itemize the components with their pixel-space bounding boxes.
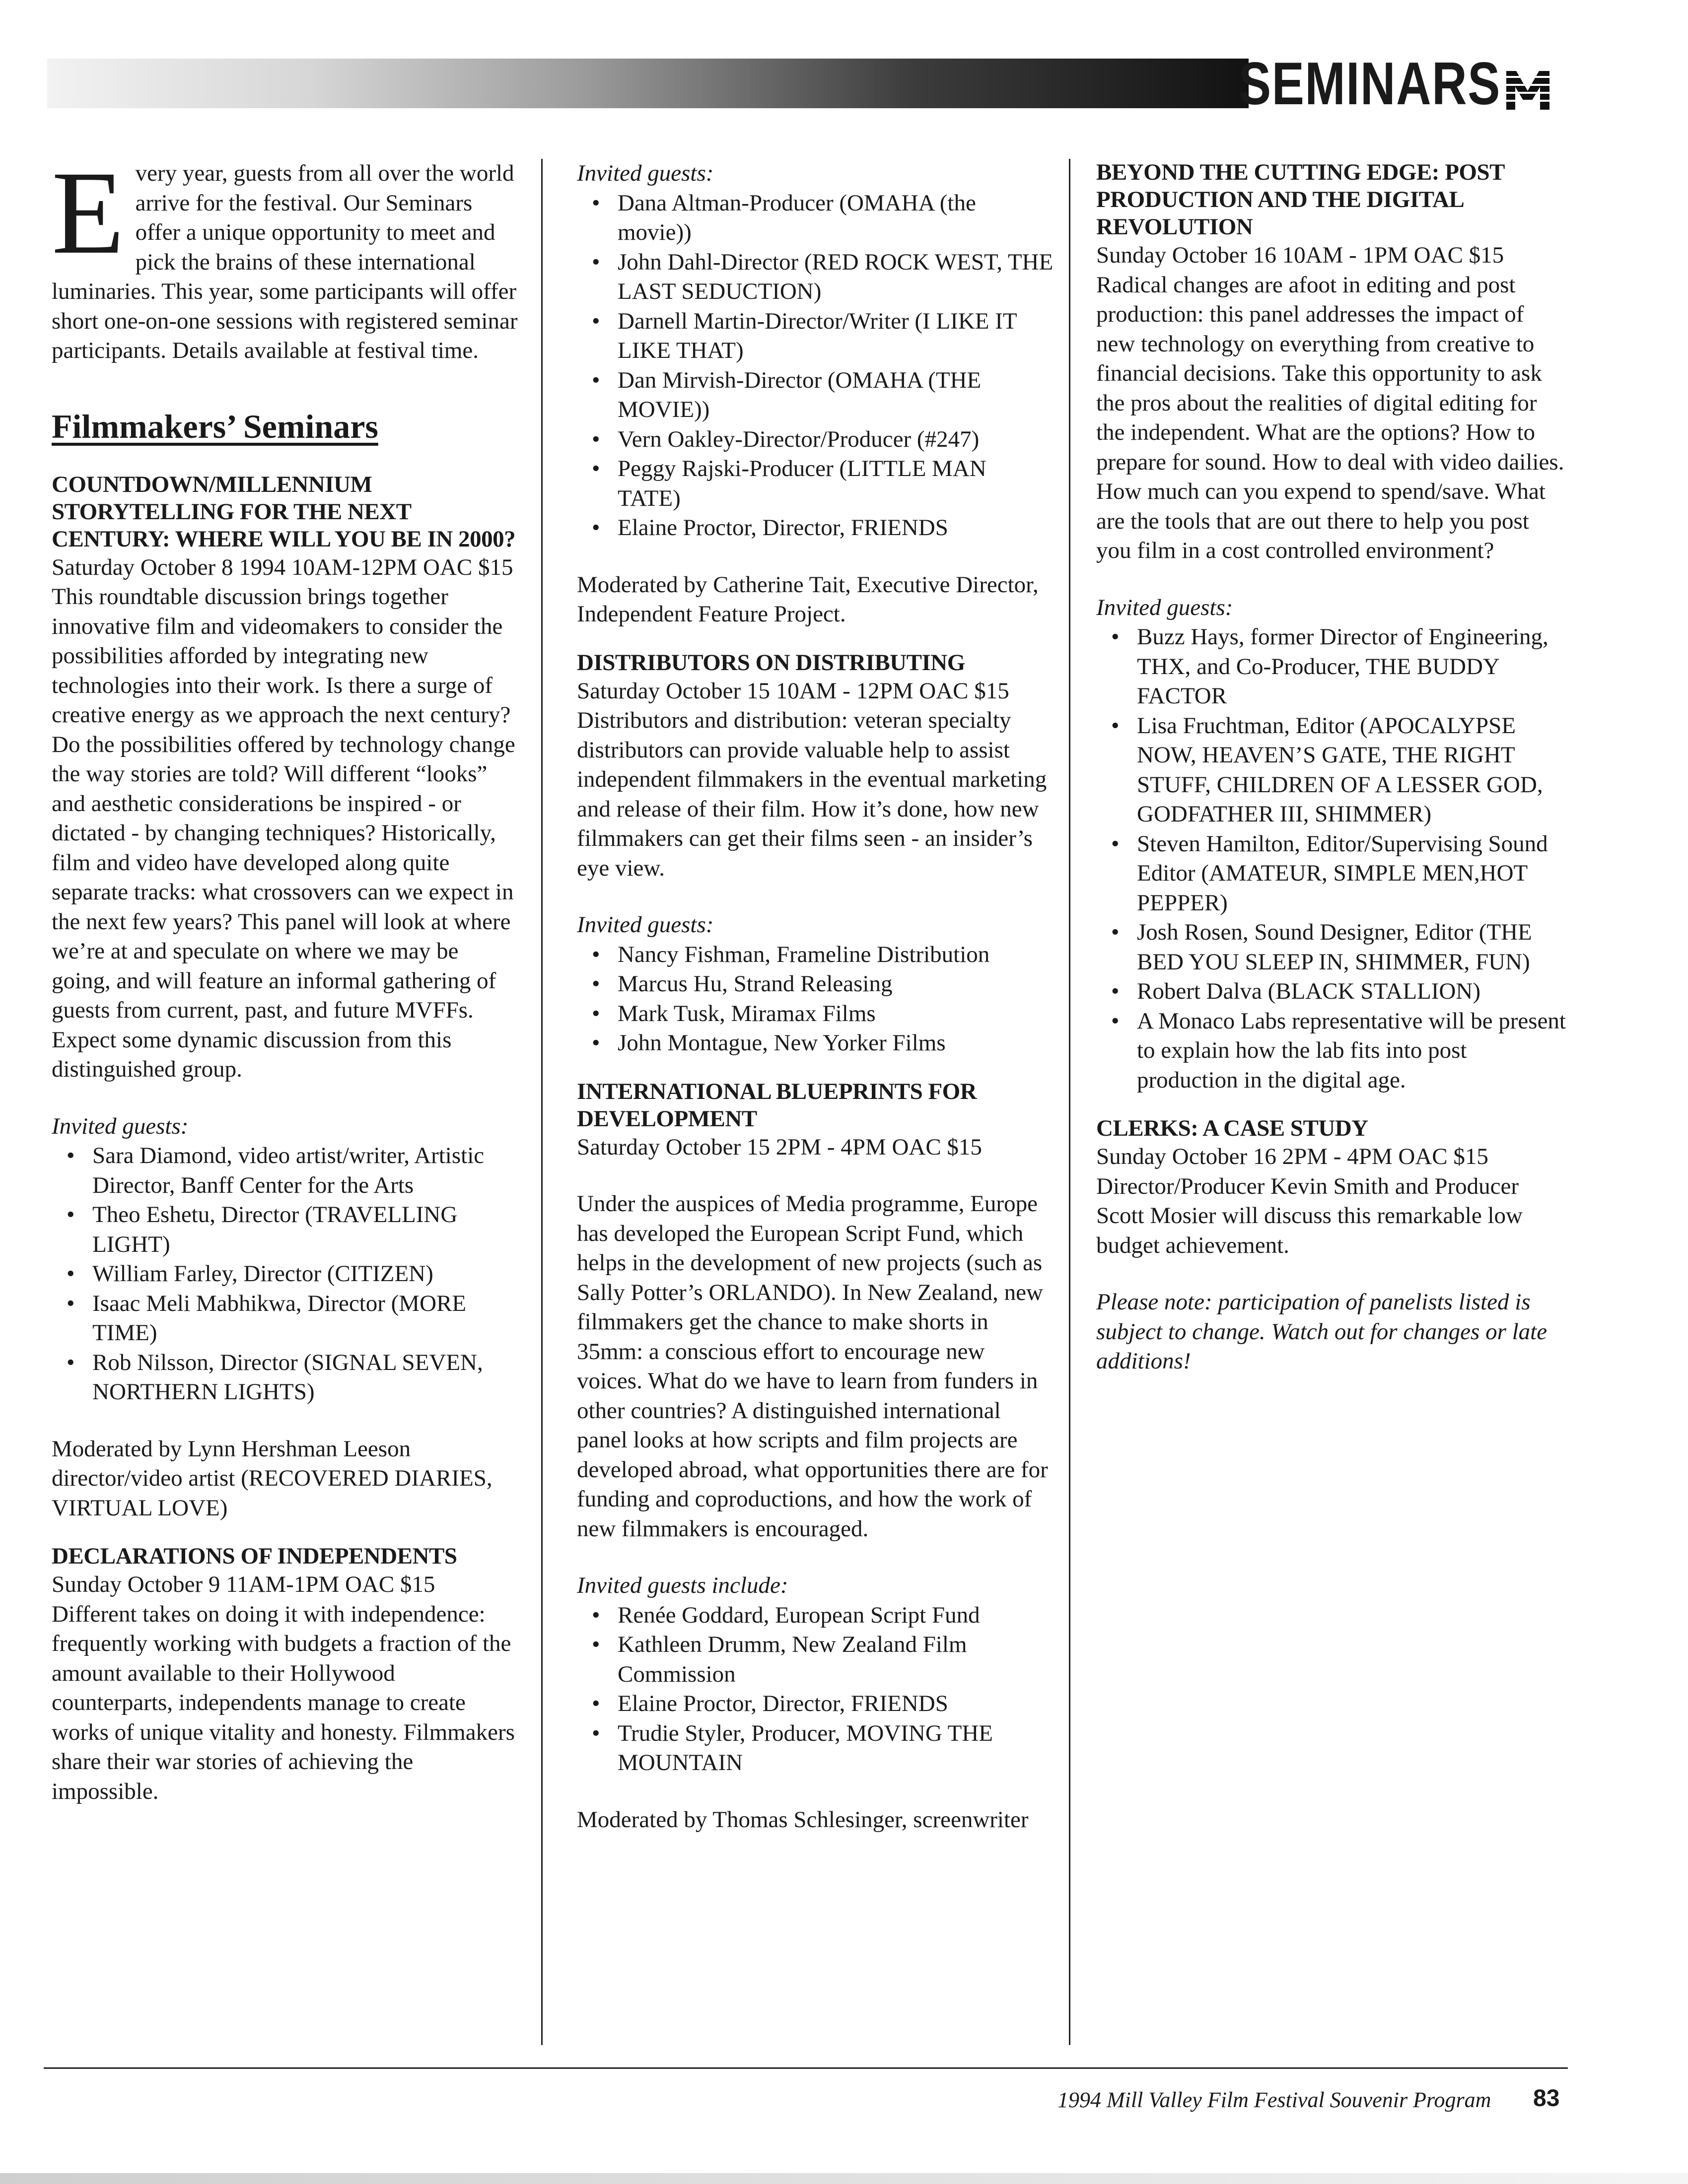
list-item: • Mark Tusk, Miramax Films [592,999,1054,1029]
list-item: • Theo Eshetu, Director (TRAVELLING LIGHT) [67,1200,518,1259]
seminar-declarations [52,1543,518,1806]
bullet-icon: • [1111,712,1120,739]
bullet-icon: • [592,426,600,452]
list-item: • William Farley, Director (CITIZEN) [67,1259,518,1289]
intro-paragraph [52,146,518,366]
list-item: • Buzz Hays, former Director of Engineering, THX, and Co-Producer, THE BUDDY FACTOR [1111,622,1568,711]
column-divider [541,159,543,2045]
bullet-icon: • [67,1290,75,1316]
seminar-countdown [52,471,518,1523]
bullet-icon: • [1111,978,1120,1004]
footer-rule [44,2067,1568,2069]
invited-guests-label: Invited guests: [1096,594,1233,620]
drop-cap: E [52,146,125,278]
bullet-icon: • [592,190,600,216]
list-item: • Kathleen Drumm, New Zealand Film Commission [592,1630,1054,1689]
list-item: • Dana Altman-Producer (OMAHA (the movie)) [592,189,1054,248]
seminar-schedule: Sunday October 16 2PM - 4PM OAC $15 [1096,1144,1488,1169]
list-item: • Josh Rosen, Sound Designer, Editor (THE BED YOU SLEEP IN, SHIMMER, FUN) [1111,918,1568,977]
list-item: • Isaac Meli Mabhikwa, Director (MORE TIME) [67,1289,518,1348]
bullet-icon: • [1111,1008,1120,1034]
seminar-title: COUNTDOWN/MILLENNIUM STORYTELLING FOR THE NEXT CENTURY: WHERE WILL YOU BE IN 2000? [52,471,516,552]
list-item: • John Dahl-Director (RED ROCK WEST, THE LAST SEDUCTION) [592,248,1054,307]
header-gradient-bar [47,59,1249,108]
list-item: • Rob Nilsson, Director (SIGNAL SEVEN, NORTHERN LIGHTS) [67,1348,518,1407]
list-item: • Robert Dalva (BLACK STALLION) [1111,977,1568,1007]
list-item: • Trudie Styler, Producer, MOVING THE MOUNTAIN [592,1719,1054,1778]
bullet-icon: • [67,1349,75,1375]
list-item: • Vern Oakley-Director/Producer (#247) [592,425,1054,455]
seminar-description: Different takes on doing it with independence: frequently working with budgets a fraction of the amount available to their Hollywood counterparts, independents manage to create works of unique vitality and honesty. Filmmakers share their war stories of achieving the impossible. [52,1601,515,1804]
bullet-icon: • [592,367,600,393]
bullet-icon: • [1111,624,1120,650]
bullet-icon: • [1111,830,1120,857]
seminar-title: INTERNATIONAL BLUEPRINTS FOR DEVELOPMENT [577,1078,977,1132]
bullet-icon: • [592,456,600,481]
invited-guests-label: Invited guests: [577,160,714,186]
invited-guests-label: Invited guests: [577,912,714,938]
seminar-blueprints [577,1078,1054,1835]
main-heading: Filmmakers’ Seminars [52,407,378,445]
guest-list [577,1601,1054,1778]
bullet-icon: • [592,1000,600,1026]
bullet-icon: • [592,941,600,967]
column-middle [577,159,1054,1835]
seminar-title: DISTRIBUTORS ON DISTRIBUTING [577,649,965,676]
scan-edge-strip [0,2173,1688,2184]
seminar-schedule: Sunday October 9 11AM-1PM OAC $15 [52,1571,435,1597]
invited-guests-label: Invited guests include: [577,1572,788,1598]
list-item: • Steven Hamilton, Editor/Supervising Sound Editor (AMATEUR, SIMPLE MEN,HOT PEPPER) [1111,829,1568,918]
list-item: • Elaine Proctor, Director, FRIENDS [592,1689,1054,1719]
seminar-description: This roundtable discussion brings together innovative film and videomakers to consider the possibilities afforded by integrating new technologies into their work. Is there a surge of creative energy as we approach the next century? Do the possibilities offered by technology change the way stories are told? Will different “looks” and aesthetic considerations be inspired - or dictated - by changing techniques? Historically, film and video have developed along quite separate tracks: what crossovers can we expect in the next few years? This panel will look at where we’re at and speculate on where we may be going, and will feature an informal gathering of guests from current, past, and future MVFFs. Expect some dynamic discussion from this distinguished group. [52,584,515,1082]
seminar-schedule: Saturday October 8 1994 10AM-12PM OAC $15 [52,554,513,580]
moderator-text: Moderated by Lynn Hershman Leeson director/video artist (RECOVERED DIARIES, VIRTUAL LOVE) [52,1435,492,1521]
seminar-description: Distributors and distribution: veteran specialty distributors can provide valuable help to assist independent filmmakers in the eventual marketing and release of their film. How it’s done, how new filmmakers can get their films seen - an insider’s eye view. [577,707,1047,881]
seminar-title: DECLARATIONS OF INDEPENDENTS [52,1543,457,1569]
seminar-schedule: Saturday October 15 2PM - 4PM OAC $15 [577,1134,982,1160]
seminar-title: CLERKS: A CASE STUDY [1096,1115,1368,1141]
seminar-description: Under the auspices of Media programme, Europe has developed the European Script Fund, which helps in the development of new projects (such as Sally Potter’s ORLANDO). In New Zealand, new filmmakers get the chance to make shorts in 35mm: a conscious effort to encourage new voices. What do we have to learn from funders in other countries? A distinguished international panel looks at how scripts and film projects are developed abroad, what opportunities there are for funding and coproductions, and how the work of new filmmakers is encouraged. [577,1191,1048,1542]
guest-list [52,1141,518,1407]
list-item: • Marcus Hu, Strand Releasing [592,969,1054,999]
intro-text: very year, guests from all over the world arrive for the festival. Our Seminars offer a unique opportunity to meet and pick the brains of these international luminaries. This year, some participants will offer short one-on-one sessions with registered seminar participants. Details available at festival time. [52,160,518,363]
list-item: • Darnell Martin-Director/Writer (I LIKE IT LIKE THAT) [592,307,1054,366]
section-title: SEMINARS [1239,50,1501,117]
panelist-note: Please note: participation of panelists listed is subject to change. Watch out for changes or late additions! [1096,1289,1547,1374]
bullet-icon: • [592,1602,600,1628]
bullet-icon: • [592,1691,600,1716]
column-right [1096,159,1568,1376]
bullet-icon: • [592,1720,600,1746]
moderator-text: Moderated by Catherine Tait, Executive Director, Independent Feature Project. [577,571,1039,627]
bullet-icon: • [592,249,600,275]
guest-list [577,940,1054,1058]
bullet-icon: • [67,1143,75,1168]
bullet-icon: • [592,515,600,541]
list-item: • Sara Diamond, video artist/writer, Artistic Director, Banff Center for the Arts [67,1141,518,1200]
list-item: • Elaine Proctor, Director, FRIENDS [592,513,1054,543]
list-item: • A Monaco Labs representative will be present to explain how the lab fits into post production in the digital age. [1111,1007,1568,1095]
seminar-schedule: Saturday October 15 10AM - 12PM OAC $15 [577,678,1009,704]
seminar-description: Director/Producer Kevin Smith and Producer Scott Mosier will discuss this remarkable low budget achievement. [1096,1173,1523,1258]
footer-publication: 1994 Mill Valley Film Festival Souvenir Program [1057,2088,1491,2112]
seminar-description: Radical changes are afoot in editing and post production: this panel addresses the impact of new technology on everything from creative to financial decisions. Take this opportunity to ask the pros about the realities of digital editing for the independent. What are the options? How to prepare for sound. How to deal with video dailies. How much can you expend to spend/save. What are the tools that are out there to help you post you film in a cost controlled environment? [1096,272,1564,563]
list-item: • Nancy Fishman, Frameline Distribution [592,940,1054,970]
seminar-schedule: Sunday October 16 10AM - 1PM OAC $15 [1096,242,1504,268]
column-divider [1069,159,1070,2045]
list-item: • Renée Goddard, European Script Fund [592,1601,1054,1631]
bullet-icon: • [67,1261,75,1287]
list-item: • Lisa Fruchtman, Editor (APOCALYPSE NOW, HEAVEN’S GATE, THE RIGHT STUFF, CHILDREN OF A LESSER GOD, GODFATHER III, SHIMMER) [1111,711,1568,829]
seminar-distributors [577,649,1054,1058]
list-item: • John Montague, New Yorker Films [592,1028,1054,1058]
list-item: • Dan Mirvish-Director (OMAHA (THE MOVIE)) [592,366,1054,425]
page-number: 83 [1533,2085,1560,2112]
bullet-icon: • [592,971,600,997]
festival-logo-icon [1504,67,1551,112]
column-left [52,146,518,1806]
bullet-icon: • [67,1202,75,1228]
bullet-icon: • [1111,919,1120,945]
invited-guests-label: Invited guests: [52,1113,189,1139]
seminar-declarations-guests [577,159,1054,629]
guest-list [577,189,1054,543]
seminar-title: BEYOND THE CUTTING EDGE: POST PRODUCTION AND THE DIGITAL REVOLUTION [1096,159,1505,240]
seminar-beyond [1096,159,1568,1095]
bullet-icon: • [592,1632,600,1657]
seminar-clerks [1096,1115,1568,1260]
list-item: • Peggy Rajski-Producer (LITTLE MAN TATE) [592,454,1054,513]
bullet-icon: • [592,308,600,334]
guest-list [1096,622,1568,1095]
bullet-icon: • [592,1030,600,1056]
moderator-text: Moderated by Thomas Schlesinger, screenwriter [577,1806,1029,1833]
